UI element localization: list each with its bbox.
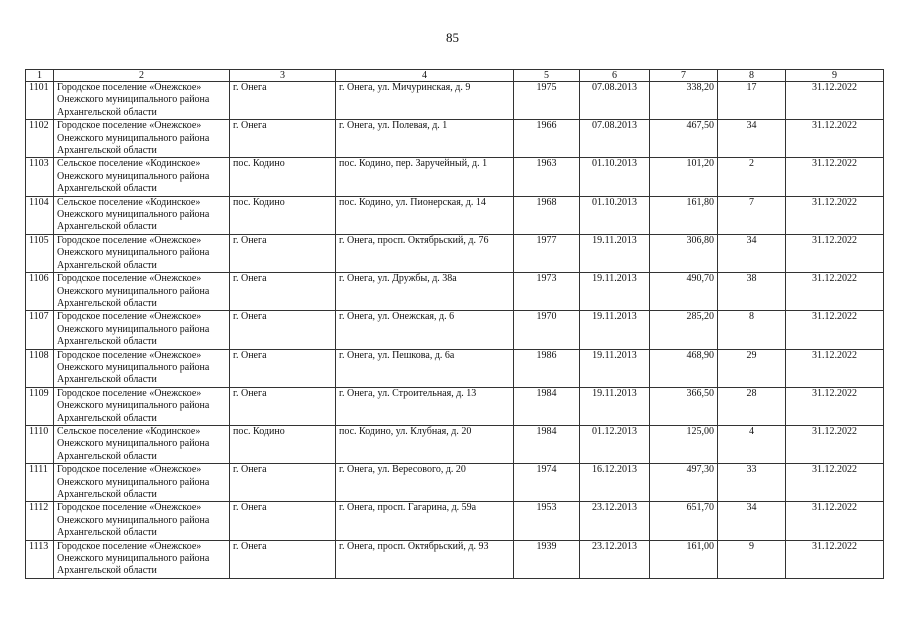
area-cell: 338,20 [650, 82, 718, 120]
date-cell: 19.11.2013 [580, 273, 650, 311]
address-cell: г. Онега, ул. Полевая, д. 1 [336, 120, 514, 158]
settlement-line: Сельское поселение «Кодинское» [57, 158, 201, 170]
date-cell: 01.12.2013 [580, 425, 650, 463]
date-cell: 07.08.2013 [580, 82, 650, 120]
address-cell: г. Онега, ул. Вересового, д. 20 [336, 464, 514, 502]
address-cell: г. Онега, просп. Гагарина, д. 59а [336, 502, 514, 540]
count-cell: 33 [718, 464, 786, 502]
row-number-cell: 1110 [26, 425, 54, 463]
settlement-cell [54, 425, 230, 463]
date-cell: 01.10.2013 [580, 158, 650, 196]
settlement-line: Онежского муниципального района [57, 94, 210, 106]
settlement-line: Архангельской области [57, 183, 157, 195]
count-cell: 34 [718, 234, 786, 272]
area-cell: 467,50 [650, 120, 718, 158]
address-cell: г. Онега, просп. Октябрьский, д. 76 [336, 234, 514, 272]
settlement-line: Архангельской области [57, 527, 157, 539]
settlement-cell [54, 82, 230, 120]
count-cell: 34 [718, 120, 786, 158]
settlement-line: Онежского муниципального района [57, 247, 210, 259]
address-cell: г. Онега, просп. Октябрьский, д. 93 [336, 540, 514, 578]
settlement-line: Онежского муниципального района [57, 476, 210, 488]
settlement-line: Городское поселение «Онежское» [57, 540, 202, 552]
settlement-line: Архангельской области [57, 145, 157, 157]
area-cell: 306,80 [650, 234, 718, 272]
date-cell: 16.12.2013 [580, 464, 650, 502]
locality-cell: г. Онега [230, 311, 336, 349]
settlement-line: Архангельской области [57, 106, 157, 118]
settlement-cell [54, 196, 230, 234]
row-number-cell: 1108 [26, 349, 54, 387]
row-number-cell: 1102 [26, 120, 54, 158]
row-number-cell: 1112 [26, 502, 54, 540]
locality-cell: г. Онега [230, 387, 336, 425]
settlement-line: Архангельской области [57, 336, 157, 348]
housing-registry-table [25, 69, 884, 579]
table-row [26, 464, 884, 502]
table-row [26, 196, 884, 234]
settlement-cell [54, 311, 230, 349]
settlement-cell [54, 349, 230, 387]
year-cell: 1939 [514, 540, 580, 578]
count-cell: 8 [718, 311, 786, 349]
count-cell: 2 [718, 158, 786, 196]
settlement-line: Городское поселение «Онежское» [57, 464, 202, 476]
date-cell: 19.11.2013 [580, 349, 650, 387]
deadline-cell: 31.12.2022 [786, 82, 884, 120]
year-cell: 1986 [514, 349, 580, 387]
settlement-line: Онежского муниципального района [57, 553, 210, 565]
settlement-line: Онежского муниципального района [57, 361, 210, 373]
date-cell: 19.11.2013 [580, 387, 650, 425]
year-cell: 1984 [514, 425, 580, 463]
area-cell: 101,20 [650, 158, 718, 196]
settlement-cell [54, 540, 230, 578]
table-row [26, 311, 884, 349]
locality-cell: пос. Кодино [230, 158, 336, 196]
year-cell: 1973 [514, 273, 580, 311]
area-cell: 125,00 [650, 425, 718, 463]
settlement-line: Архангельской области [57, 489, 157, 500]
area-cell: 490,70 [650, 273, 718, 311]
deadline-cell: 31.12.2022 [786, 196, 884, 234]
deadline-cell: 31.12.2022 [786, 120, 884, 158]
settlement-line: Городское поселение «Онежское» [57, 387, 202, 399]
settlement-cell [54, 502, 230, 540]
settlement-cell [54, 464, 230, 502]
address-cell: г. Онега, ул. Мичуринская, д. 9 [336, 82, 514, 120]
address-cell: г. Онега, ул. Онежская, д. 6 [336, 311, 514, 349]
table-row [26, 387, 884, 425]
table-row [26, 234, 884, 272]
date-cell: 19.11.2013 [580, 311, 650, 349]
column-header: 1 [26, 70, 54, 82]
deadline-cell: 31.12.2022 [786, 349, 884, 387]
settlement-line: Онежского муниципального района [57, 285, 210, 297]
settlement-line: Архангельской области [57, 412, 157, 424]
table-row [26, 425, 884, 463]
deadline-cell: 31.12.2022 [786, 425, 884, 463]
table-row [26, 120, 884, 158]
locality-cell: г. Онега [230, 234, 336, 272]
area-cell: 285,20 [650, 311, 718, 349]
area-cell: 651,70 [650, 502, 718, 540]
deadline-cell: 31.12.2022 [786, 273, 884, 311]
settlement-cell [54, 387, 230, 425]
deadline-cell: 31.12.2022 [786, 387, 884, 425]
area-cell: 161,00 [650, 540, 718, 578]
settlement-cell [54, 158, 230, 196]
locality-cell: г. Онега [230, 502, 336, 540]
locality-cell: пос. Кодино [230, 196, 336, 234]
settlement-line: Городское поселение «Онежское» [57, 82, 202, 93]
settlement-cell [54, 234, 230, 272]
column-header: 8 [718, 70, 786, 82]
table-row [26, 158, 884, 196]
deadline-cell: 31.12.2022 [786, 158, 884, 196]
deadline-cell: 31.12.2022 [786, 234, 884, 272]
area-cell: 366,50 [650, 387, 718, 425]
settlement-cell [54, 120, 230, 158]
area-cell: 161,80 [650, 196, 718, 234]
deadline-cell: 31.12.2022 [786, 464, 884, 502]
table-header-row [26, 70, 884, 82]
settlement-line: Архангельской области [57, 565, 157, 577]
count-cell: 34 [718, 502, 786, 540]
row-number-cell: 1106 [26, 273, 54, 311]
locality-cell: г. Онега [230, 273, 336, 311]
count-cell: 4 [718, 425, 786, 463]
settlement-line: Городское поселение «Онежское» [57, 311, 202, 323]
year-cell: 1974 [514, 464, 580, 502]
deadline-cell: 31.12.2022 [786, 540, 884, 578]
settlement-line: Онежского муниципального района [57, 209, 210, 221]
column-header: 4 [336, 70, 514, 82]
settlement-line: Онежского муниципального района [57, 438, 210, 450]
count-cell: 38 [718, 273, 786, 311]
address-cell: г. Онега, ул. Пешкова, д. 6а [336, 349, 514, 387]
row-number-cell: 1101 [26, 82, 54, 120]
settlement-line: Архангельской области [57, 259, 157, 271]
settlement-line: Городское поселение «Онежское» [57, 349, 202, 361]
table-row [26, 273, 884, 311]
locality-cell: г. Онега [230, 120, 336, 158]
table-row [26, 502, 884, 540]
column-header: 9 [786, 70, 884, 82]
settlement-line: Сельское поселение «Кодинское» [57, 425, 201, 437]
count-cell: 29 [718, 349, 786, 387]
settlement-line: Городское поселение «Онежское» [57, 120, 202, 132]
address-cell: г. Онега, ул. Строительная, д. 13 [336, 387, 514, 425]
settlement-line: Архангельской области [57, 221, 157, 233]
address-cell: пос. Кодино, пер. Заручейный, д. 1 [336, 158, 514, 196]
year-cell: 1970 [514, 311, 580, 349]
locality-cell: г. Онега [230, 540, 336, 578]
count-cell: 28 [718, 387, 786, 425]
locality-cell: г. Онега [230, 82, 336, 120]
row-number-cell: 1113 [26, 540, 54, 578]
year-cell: 1977 [514, 234, 580, 272]
date-cell: 23.12.2013 [580, 502, 650, 540]
locality-cell: г. Онега [230, 349, 336, 387]
count-cell: 7 [718, 196, 786, 234]
count-cell: 9 [718, 540, 786, 578]
area-cell: 468,90 [650, 349, 718, 387]
column-header: 6 [580, 70, 650, 82]
year-cell: 1968 [514, 196, 580, 234]
date-cell: 01.10.2013 [580, 196, 650, 234]
date-cell: 19.11.2013 [580, 234, 650, 272]
settlement-line: Архангельской области [57, 297, 157, 309]
column-header: 5 [514, 70, 580, 82]
column-header: 3 [230, 70, 336, 82]
year-cell: 1966 [514, 120, 580, 158]
date-cell: 07.08.2013 [580, 120, 650, 158]
settlement-cell [54, 273, 230, 311]
table-row [26, 82, 884, 120]
settlement-line: Сельское поселение «Кодинское» [57, 196, 201, 208]
settlement-line: Городское поселение «Онежское» [57, 234, 202, 246]
settlement-line: Городское поселение «Онежское» [57, 502, 202, 514]
settlement-line: Архангельской области [57, 450, 157, 462]
row-number-cell: 1105 [26, 234, 54, 272]
settlement-line: Онежского муниципального района [57, 132, 210, 144]
address-cell: г. Онега, ул. Дружбы, д. 38а [336, 273, 514, 311]
settlement-line: Городское поселение «Онежское» [57, 273, 202, 285]
address-cell: пос. Кодино, ул. Клубная, д. 20 [336, 425, 514, 463]
row-number-cell: 1103 [26, 158, 54, 196]
column-header: 7 [650, 70, 718, 82]
year-cell: 1953 [514, 502, 580, 540]
page-number: 85 [446, 30, 459, 45]
settlement-line: Онежского муниципального района [57, 170, 210, 182]
date-cell: 23.12.2013 [580, 540, 650, 578]
column-header: 2 [54, 70, 230, 82]
area-cell: 497,30 [650, 464, 718, 502]
settlement-line: Архангельской области [57, 374, 157, 386]
row-number-cell: 1109 [26, 387, 54, 425]
table-row [26, 540, 884, 578]
deadline-cell: 31.12.2022 [786, 502, 884, 540]
settlement-line: Онежского муниципального района [57, 400, 210, 412]
count-cell: 17 [718, 82, 786, 120]
year-cell: 1963 [514, 158, 580, 196]
year-cell: 1984 [514, 387, 580, 425]
locality-cell: пос. Кодино [230, 425, 336, 463]
locality-cell: г. Онега [230, 464, 336, 502]
deadline-cell: 31.12.2022 [786, 311, 884, 349]
row-number-cell: 1104 [26, 196, 54, 234]
address-cell: пос. Кодино, ул. Пионерская, д. 14 [336, 196, 514, 234]
settlement-line: Онежского муниципального района [57, 323, 210, 335]
table-row [26, 349, 884, 387]
row-number-cell: 1107 [26, 311, 54, 349]
settlement-line: Онежского муниципального района [57, 514, 210, 526]
year-cell: 1975 [514, 82, 580, 120]
row-number-cell: 1111 [26, 464, 54, 502]
